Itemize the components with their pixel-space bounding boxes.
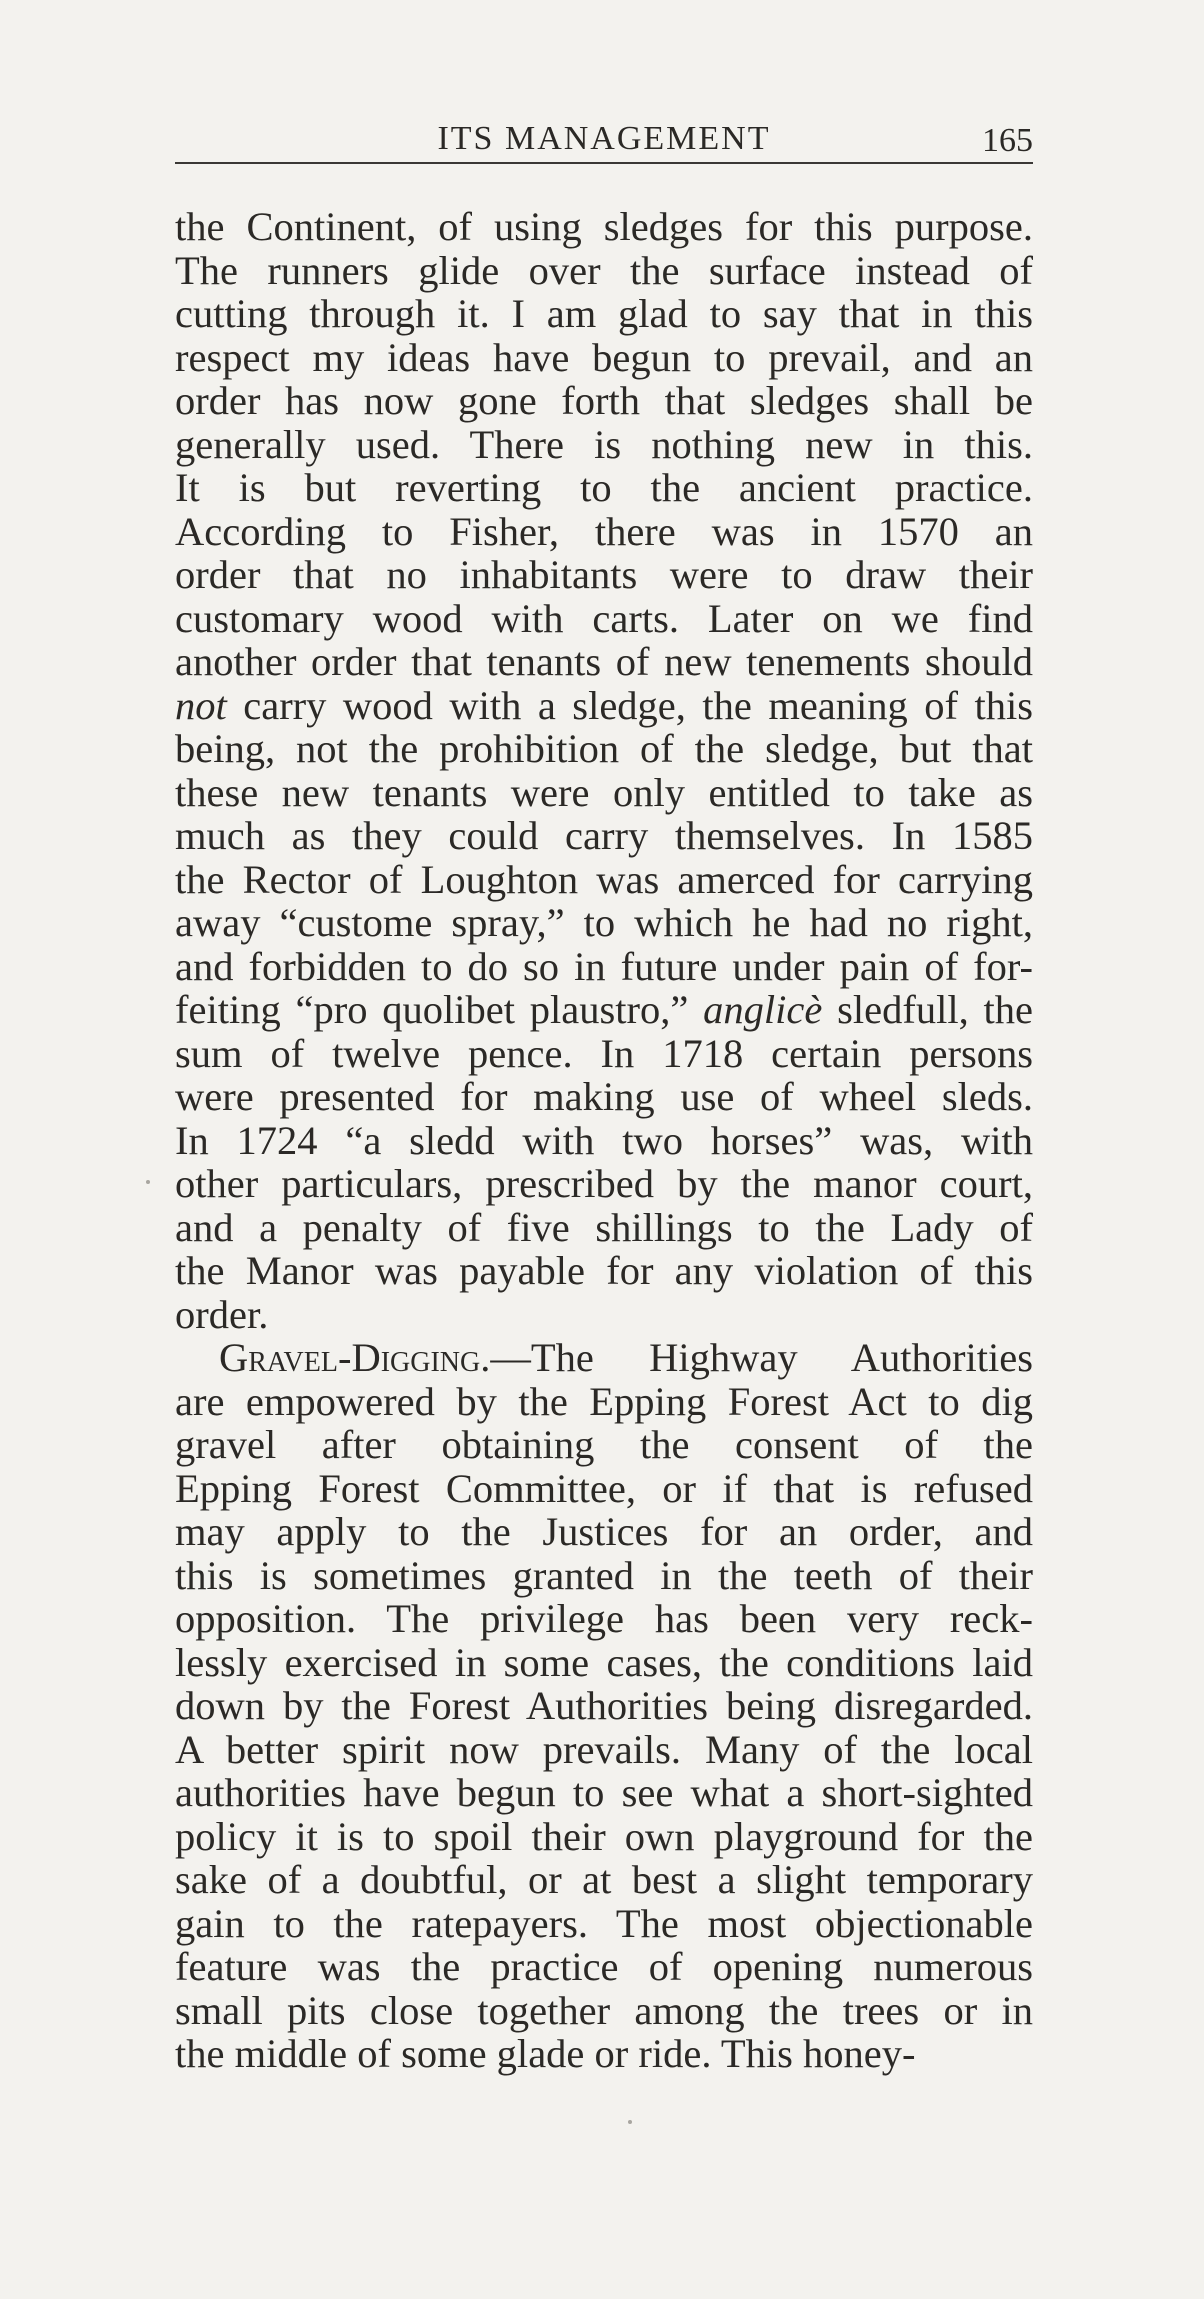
- running-head: [175, 112, 1033, 164]
- text-line: Epping Forest Committee, or if that is refused: [175, 1465, 1033, 1511]
- text-line: opposition. The privilege has been very reck-: [175, 1596, 1033, 1641]
- text-line: order that no inhabitants were to draw their: [175, 552, 1033, 597]
- text-line: order.: [175, 1291, 269, 1337]
- text-line: policy it is to spoil their own playground for the: [175, 1813, 1033, 1859]
- text-run: —The Highway Authorities: [490, 1335, 1033, 1380]
- text-line: sum of twelve pence. In 1718 certain persons: [175, 1030, 1033, 1076]
- page-number: 165: [982, 122, 1033, 159]
- text-line: cutting through it. I am glad to say that in this: [175, 291, 1033, 336]
- text-line: lessly exercised in some cases, the conditions laid: [175, 1639, 1033, 1685]
- speck: [628, 2120, 632, 2124]
- text-line: away “custome spray,” to which he had no right,: [175, 900, 1033, 945]
- text-line: this is sometimes granted in the teeth of their: [175, 1552, 1033, 1598]
- text-line: [175, 988, 1033, 1032]
- text-line: feature was the practice of opening numerous: [175, 1944, 1033, 1989]
- text-line: The runners glide over the surface instead of: [175, 247, 1033, 293]
- text-line: According to Fisher, there was in 1570 an: [175, 508, 1033, 554]
- text-line: much as they could carry themselves. In 1585: [175, 813, 1033, 858]
- body-text: [175, 205, 1033, 2076]
- text-line: the middle of some glade or ride. This honey-: [175, 2031, 916, 2076]
- running-title: ITS MANAGEMENT: [437, 120, 771, 157]
- text-run: carry wood with a sledge, the meaning of this: [226, 682, 1033, 728]
- text-line: may apply to the Justices for an order, and: [175, 1509, 1033, 1554]
- text-line: the Rector of Loughton was amerced for carrying: [175, 856, 1033, 902]
- text-run: feiting “pro quolibet plaustro,”: [175, 987, 704, 1032]
- section-heading: Gravel-Digging.: [219, 1335, 491, 1380]
- text-line: other particulars, prescribed by the manor court,: [175, 1161, 1033, 1206]
- text-line: the Manor was payable for any violation of this: [175, 1248, 1033, 1293]
- text-line: respect my ideas have begun to prevail, and an: [175, 334, 1033, 380]
- text-line: [175, 1336, 1033, 1380]
- text-line: the Continent, of using sledges for this purpose.: [175, 204, 1033, 249]
- text-line: and a penalty of five shillings to the Lady of: [175, 1204, 1033, 1250]
- text-line: In 1724 “a sledd with two horses” was, with: [175, 1117, 1033, 1163]
- italic-phrase: anglicè: [703, 987, 823, 1032]
- speck: [146, 1180, 150, 1184]
- text-line: customary wood with carts. Later on we find: [175, 595, 1033, 641]
- text-line: [175, 684, 1033, 728]
- text-line: another order that tenants of new tenements should: [175, 639, 1033, 684]
- text-line: generally used. There is nothing new in this.: [175, 421, 1033, 467]
- text-line: were presented for making use of wheel sleds.: [175, 1074, 1033, 1119]
- text-line: gain to the ratepayers. The most objectionable: [175, 1900, 1033, 1946]
- text-line: sake of a doubtful, or at best a slight temporary: [175, 1857, 1033, 1902]
- text-line: being, not the prohibition of the sledge, but that: [175, 726, 1033, 771]
- text-line: It is but reverting to the ancient practice.: [175, 465, 1033, 510]
- text-line: these new tenants were only entitled to take as: [175, 769, 1033, 815]
- text-line: authorities have begun to see what a short-sighted: [175, 1770, 1033, 1815]
- text-line: and forbidden to do so in future under pain of for-: [175, 943, 1033, 989]
- text-line: small pits close together among the trees or in: [175, 1987, 1033, 2033]
- text-line: order has now gone forth that sledges shall be: [175, 378, 1033, 423]
- text-run: sledfull, the: [822, 987, 1033, 1032]
- text-line: A better spirit now prevails. Many of the local: [175, 1726, 1033, 1772]
- text-line: are empowered by the Epping Forest Act to dig: [175, 1378, 1033, 1424]
- text-line: down by the Forest Authorities being disregarded.: [175, 1683, 1033, 1728]
- text-line: gravel after obtaining the consent of the: [175, 1422, 1033, 1467]
- italic-phrase: not: [175, 682, 227, 728]
